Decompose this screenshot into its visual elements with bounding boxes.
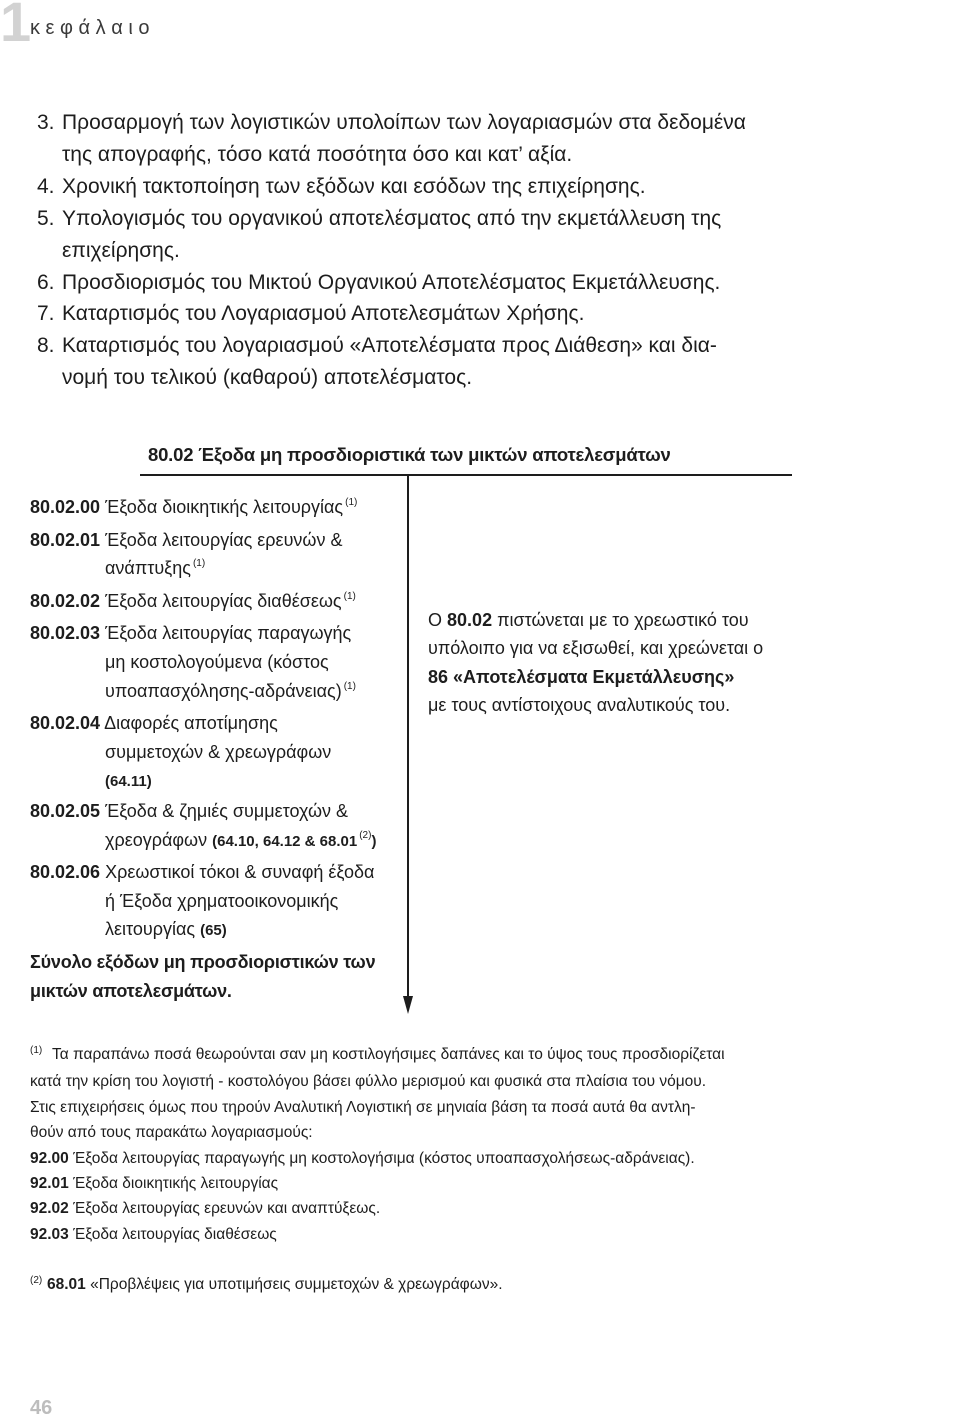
- entry-text: ανάπτυξης: [105, 558, 191, 579]
- credit-text: πιστώνεται με το χρεωστικό του: [497, 610, 749, 630]
- entry-line: [30, 677, 400, 710]
- entry-text: Έξοδα & ζημιές συμμετοχών &: [105, 800, 349, 821]
- entry-text: λειτουργίας: [105, 919, 196, 940]
- debit-entry: [30, 526, 400, 587]
- step-text: [62, 298, 584, 330]
- entry-text: Χρεωστικοί τόκοι & συναφή έξοδα: [105, 862, 375, 883]
- chapter-label: κ ε φ ά λ α ι ο: [30, 17, 150, 39]
- steps-list: [37, 107, 746, 394]
- entry-text: υποαπασχόλησης-αδράνειας): [105, 680, 342, 701]
- footnote-account-line: [30, 1222, 725, 1247]
- credit-line-target-account: 86 «Αποτελέσματα Εκμετάλλευσης»: [428, 666, 735, 687]
- step-line: Προσαρμογή των λογιστικών υπολοίπων των λογαριασμών στα δεδομένα: [62, 111, 746, 134]
- total-line: Σύνολο εξόδων μη προσδιοριστικών των: [30, 952, 376, 972]
- footnote-marker: (2): [30, 1275, 43, 1286]
- step-line: Χρονική τακτοποίηση των εξόδων και εσόδων της επιχείρησης.: [62, 174, 646, 198]
- step-line: Καταρτισμός του Λογαριασμού Αποτελεσμάτων Χρήσης.: [62, 302, 585, 326]
- entry-text: Έξοδα λειτουργίας διαθέσεως: [105, 590, 342, 611]
- step-item: [37, 267, 746, 299]
- credit-side: [428, 606, 763, 719]
- footnote-account-text: Έξοδα λειτουργίας διαθέσεως: [73, 1225, 277, 1243]
- footnote-account-text: Έξοδα λειτουργίας ερευνών και αναπτύξεως.: [73, 1200, 381, 1218]
- entry-text: Διαφορές αποτίμησης: [104, 713, 278, 734]
- footnote-account-line: [30, 1171, 725, 1196]
- step-line: Υπολογισμός του οργανικού αποτελέσματος από την εκμετάλλευση της: [62, 206, 722, 230]
- credit-line: με τους αντίστοιχους αναλυτικούς του.: [428, 694, 731, 715]
- entry-line: [30, 858, 400, 887]
- account-reference: (64.10, 64.12 & 68.01: [212, 832, 358, 850]
- account-code: 80.02.04: [30, 713, 101, 734]
- step-item: [37, 330, 746, 394]
- step-text: [62, 203, 721, 267]
- entry-text: Έξοδα διοικητικής λειτουργίας: [105, 497, 344, 517]
- credit-account-code: 80.02: [447, 610, 493, 630]
- debit-entry: [30, 797, 400, 858]
- credit-prefix: Ο: [428, 610, 443, 630]
- entry-text: Έξοδα λειτουργίας ερευνών &: [105, 529, 343, 550]
- chapter-number: 1: [0, 0, 32, 53]
- entry-line: [30, 554, 400, 587]
- step-text: [62, 267, 720, 299]
- footnote-ref: (1): [345, 497, 358, 508]
- footnote-text: «Προβλέψεις για υποτιμήσεις συμμετοχών & χρεωγράφων».: [90, 1276, 503, 1293]
- account-title: 80.02 Έξοδα μη προσδιοριστικά των μικτών αποτελεσμάτων: [148, 444, 671, 465]
- entry-line: [30, 619, 400, 648]
- step-number: 4.: [37, 174, 55, 198]
- account-reference-end: ): [371, 832, 377, 850]
- footnote-line: [30, 1042, 725, 1069]
- entry-text: ή Έξοδα χρηματοοικονομικής: [105, 890, 339, 911]
- footnote-2: [30, 1272, 503, 1299]
- total-line: μικτών αποτελεσμάτων.: [30, 981, 232, 1001]
- footnote-line: θούν από τους παρακάτω λογαριασμούς:: [30, 1124, 313, 1142]
- entry-line: [30, 887, 400, 916]
- entry-line: [30, 826, 400, 859]
- footnote-ref: (1): [343, 590, 356, 602]
- step-line: Προσδιορισμός του Μικτού Οργανικού Αποτελέσματος Εκμετάλλευσης.: [62, 270, 721, 294]
- credit-line: υπόλοιπο για να εξισωθεί, και χρεώνεται ο: [428, 638, 764, 659]
- debit-entry: [30, 709, 400, 797]
- entry-text: χρεογράφων: [105, 829, 208, 850]
- step-number: 5.: [37, 206, 55, 230]
- entry-line: [30, 915, 400, 946]
- account-reference: (64.11): [105, 773, 152, 791]
- page-number: 46: [30, 1397, 53, 1419]
- step-line: Καταρτισμός του λογαριασμού «Αποτελέσματα προς Διάθεση» και δια-: [62, 334, 717, 358]
- entry-line: [30, 648, 400, 677]
- step-text: [62, 330, 717, 394]
- entry-line: [30, 738, 400, 767]
- step-text: [62, 171, 646, 203]
- entry-text: μη κοστολογούμενα (κόστος: [105, 651, 329, 672]
- footnote-marker: (1): [30, 1045, 43, 1056]
- debit-entry: [30, 619, 400, 709]
- arrow-down-icon: [403, 996, 413, 1014]
- footnote-account-text: Έξοδα διοικητικής λειτουργίας: [73, 1175, 279, 1193]
- entry-text: Έξοδα λειτουργίας παραγωγής: [105, 623, 352, 644]
- step-number: 7.: [37, 302, 55, 326]
- entry-line: [30, 587, 400, 620]
- footnote-account-code: 92.03: [30, 1225, 69, 1243]
- debit-total: [30, 948, 375, 1006]
- step-number: 6.: [37, 270, 55, 294]
- t-account-horizontal-rule: [140, 474, 792, 476]
- entry-line: [30, 709, 400, 738]
- entry-line: [30, 526, 400, 555]
- account-code: 80.02.03: [30, 623, 101, 644]
- step-line: της απογραφής, τόσο κατά ποσότητα όσο και κατ’ αξία.: [62, 142, 573, 166]
- footnote-account-code: 92.02: [30, 1200, 69, 1218]
- account-code: 80.02.06: [30, 862, 101, 883]
- step-item: [37, 107, 746, 171]
- step-item: [37, 203, 746, 267]
- step-number: 3.: [37, 111, 55, 134]
- footnote-line: [30, 1272, 503, 1299]
- entry-line: [30, 766, 400, 797]
- footnote-account-line: [30, 1196, 725, 1221]
- footnote-ref: (1): [343, 680, 356, 692]
- footnote-account-text: Έξοδα λειτουργίας παραγωγής μη κοστολογήσιμα (κόστος υποαπασχολήσεως-αδράνειας).: [73, 1149, 695, 1167]
- account-code: 80.02.02: [30, 590, 101, 611]
- account-code: 80.02.01: [30, 529, 101, 550]
- entry-line: [30, 797, 400, 826]
- footnote-account-line: [30, 1146, 725, 1171]
- debit-entry: [30, 493, 400, 526]
- footnote-ref: (1): [192, 558, 206, 570]
- account-reference: (65): [200, 922, 227, 940]
- step-number: 8.: [37, 334, 55, 358]
- account-code: 80.02.05: [30, 800, 101, 821]
- t-account-vertical-rule: [401, 474, 415, 1016]
- entry-text: συμμετοχών & χρεωγράφων: [105, 741, 332, 762]
- footnote-line: κατά την κρίση του λογιστή - κοστολόγου βάσει φύλλο μερισμού και φυσικά στα πλαίσια του νόμου.: [30, 1073, 707, 1091]
- footnote-text: Τα παραπάνω ποσά θεωρούνται σαν μη κοστιλογήσιμες δαπάνες και το ύψος τους προσδιορίζεται: [52, 1046, 725, 1063]
- step-line: νομή του τελικού (καθαρού) αποτελέσματος.: [62, 366, 473, 390]
- footnote-1: [30, 1042, 725, 1247]
- debit-entry: [30, 587, 400, 620]
- step-item: [37, 298, 746, 330]
- footnote-ref: (2): [359, 829, 372, 841]
- debit-entry: [30, 858, 400, 946]
- footnote-account-code: 68.01: [47, 1276, 86, 1293]
- step-item: [37, 171, 746, 203]
- footnote-line: Στις επιχειρήσεις όμως που τηρούν Αναλυτική Λογιστική σε μηνιαία βάση τα ποσά αυτά θα αντλη-: [30, 1098, 696, 1116]
- debit-side: [30, 493, 400, 946]
- step-line: επιχείρησης.: [62, 238, 180, 262]
- entry-line: [30, 493, 400, 526]
- credit-line: [428, 606, 763, 634]
- step-text: [62, 107, 746, 171]
- footnote-account-code: 92.01: [30, 1175, 69, 1193]
- footnote-account-code: 92.00: [30, 1149, 69, 1167]
- account-code: 80.02.00: [30, 497, 101, 517]
